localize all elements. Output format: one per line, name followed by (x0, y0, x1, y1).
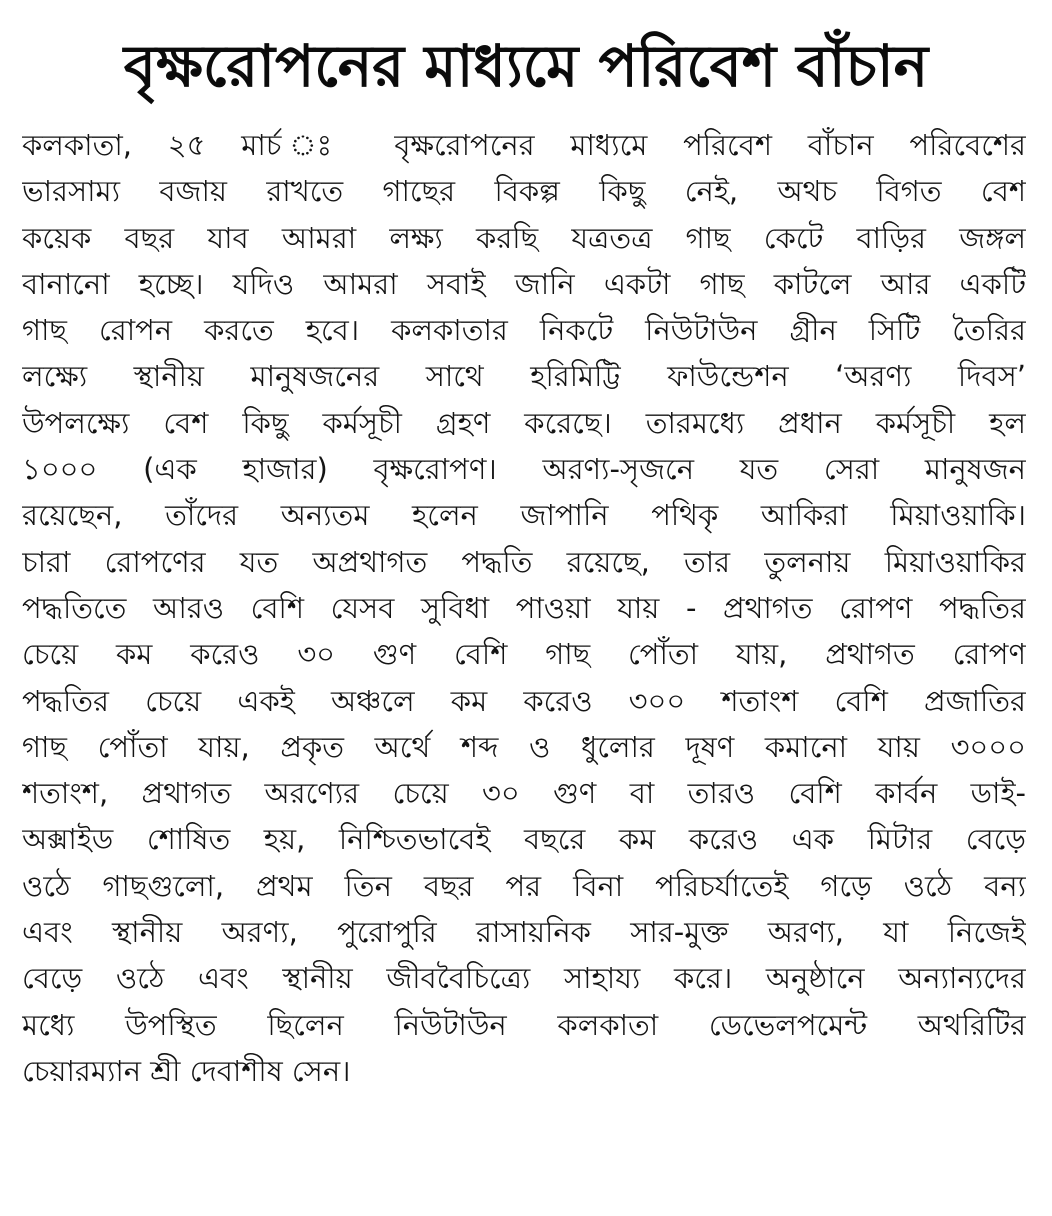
article-line: চেয়ারম্যান শ্রী দেবাশীষ সেন। (22, 1053, 351, 1088)
article-line: চারা রোপণের যত অপ্রথাগত পদ্ধতি রয়েছে, তার তুলনায় মিয়াওয়াকির (22, 544, 1026, 579)
article-line: রয়েছেন, তাঁদের অন্যতম হলেন জাপানি পথিকৃ আকিরা মিয়াওয়াকি। (22, 498, 1026, 533)
article-line: শতাংশ, প্রথাগত অরণ্যের চেয়ে ৩০ গুণ বা তারও বেশি কার্বন ডাই- (22, 776, 1026, 811)
article-line: ১০০০ (এক হাজার) বৃক্ষরোপণ। অরণ্য-সৃজনে যত সেরা মানুষজন (22, 452, 1026, 487)
article-line: উপলক্ষ্যে বেশ কিছু কর্মসূচী গ্রহণ করেছে। তারমধ্যে প্রধান কর্মসূচী হল (22, 405, 1026, 440)
article-line: মধ্যে উপস্থিত ছিলেন নিউটাউন কলকাতা ডেভেলপমেন্ট অথরিটির (22, 1007, 1026, 1042)
article-body (22, 122, 1026, 1202)
article-line: লক্ষ্যে স্থানীয় মানুষজনের সাথে হরিমিট্টি ফাউন্ডেশন ‘অরণ্য দিবস’ (22, 359, 1026, 394)
article-line: ভারসাম্য বজায় রাখতে গাছের বিকল্প কিছু নেই, অথচ বিগত বেশ (22, 174, 1026, 209)
article-line: অক্সাইড শোষিত হয়, নিশ্চিতভাবেই বছরে কম করেও এক মিটার বেড়ে (22, 822, 1026, 857)
article-headline: বৃক্ষরোপনের মাধ্যমে পরিবেশ বাঁচান (123, 32, 929, 100)
article-line: ওঠে গাছগুলো, প্রথম তিন বছর পর বিনা পরিচর্যাতেই গড়ে ওঠে বন্য (22, 868, 1026, 903)
article-line: কলকাতা, ২৫ মার্চ ঃ বৃক্ষরোপনের মাধ্যমে পরিবেশ বাঁচান পরিবেশের (22, 128, 1026, 162)
article-line: পদ্ধতিতে আরও বেশি যেসব সুবিধা পাওয়া যায় - প্রথাগত রোপণ পদ্ধতির (22, 590, 1026, 625)
article-line: গাছ পোঁতা যায়, প্রকৃত অর্থে শব্দ ও ধুলোর দূষণ কমানো যায় ৩০০০ (22, 729, 1026, 764)
article-line: কয়েক বছর যাব আমরা লক্ষ্য করছি যত্রতত্র গাছ কেটে বাড়ির জঙ্গল (22, 220, 1026, 255)
article-line: এবং স্থানীয় অরণ্য, পুরোপুরি রাসায়নিক সার-মুক্ত অরণ্য, যা নিজেই (22, 915, 1026, 950)
article-line: গাছ রোপন করতে হবে। কলকাতার নিকটে নিউটাউন গ্রীন সিটি তৈরির (22, 313, 1026, 348)
article-line: চেয়ে কম করেও ৩০ গুণ বেশি গাছ পোঁতা যায়, প্রথাগত রোপণ (22, 637, 1026, 672)
article-line: বেড়ে ওঠে এবং স্থানীয় জীববৈচিত্র্যে সাহায্য করে। অনুষ্ঠানে অন্যান্যদের (22, 961, 1026, 996)
article-line: বানানো হচ্ছে। যদিও আমরা সবাই জানি একটা গাছ কাটলে আর একটি (22, 266, 1026, 301)
article-line: পদ্ধতির চেয়ে একই অঞ্চলে কম করেও ৩০০ শতাংশ বেশি প্রজাতির (22, 683, 1026, 718)
